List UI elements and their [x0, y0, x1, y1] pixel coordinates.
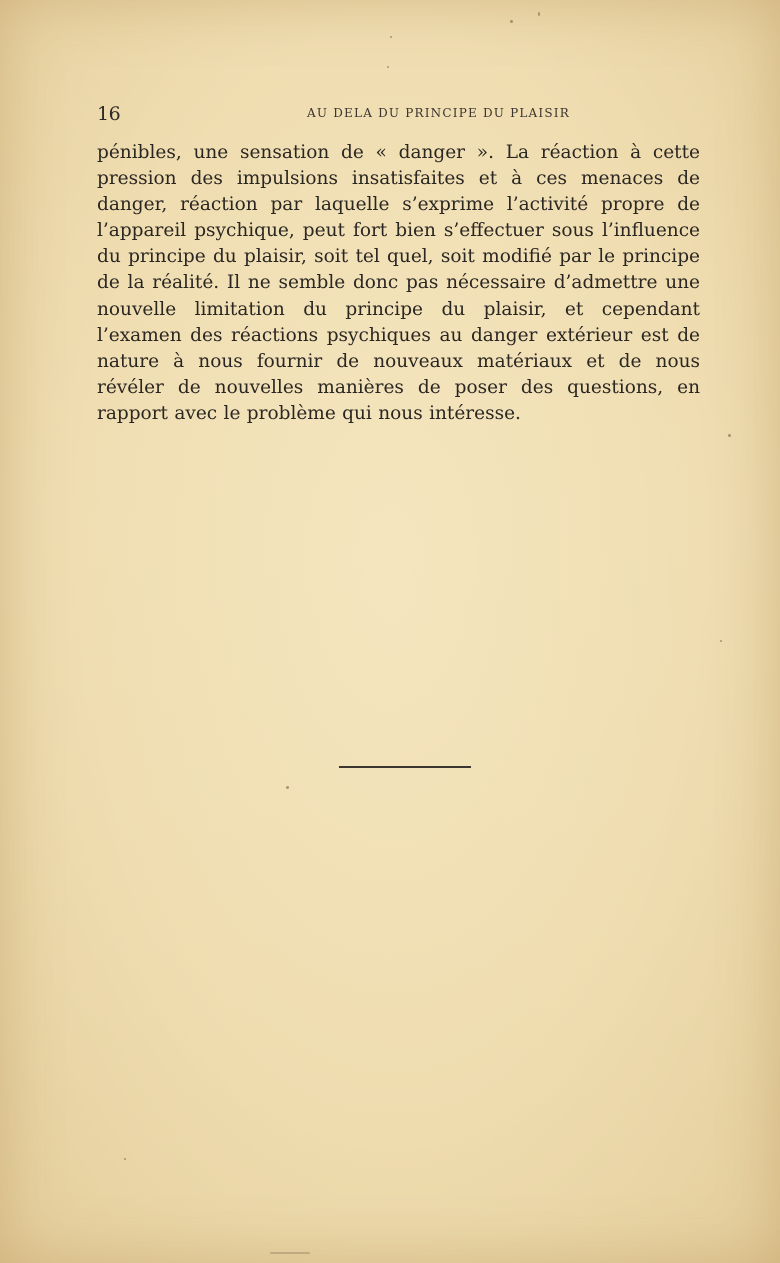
running-title: AU DELA DU PRINCIPE DU PLAISIR [307, 106, 570, 120]
paper-speck [286, 786, 289, 789]
paper-speck [270, 1252, 310, 1254]
paper-speck [390, 36, 392, 38]
paper-speck [728, 434, 731, 437]
section-end-rule [339, 766, 471, 768]
body-paragraph: pénibles, une sensation de « danger ». La réaction à cette pression des impulsions insatisfaites et à ces menaces de danger, réaction par laquelle s’exprime l’activité propre de l’appareil psychique, peut fort bien s’effectuer sous l’influence du principe du plaisir, soit tel quel, soit modifié par le principe de la réalité. Il ne semble donc pas nécessaire d’admettre une nouvelle limitation du principe du plaisir, et cependant l’examen des réactions psychiques au danger extérieur est de nature à nous fournir de nouveaux matériaux et de nous révéler de nouvelles manières de poser des questions, en rapport avec le problème qui nous intéresse. [97, 142, 700, 424]
paper-speck [720, 640, 722, 642]
paper-speck [538, 12, 540, 16]
page-number: 16 [97, 103, 121, 125]
paper-speck [510, 20, 513, 23]
running-header [97, 103, 700, 127]
paper-speck [124, 1158, 126, 1160]
paper-speck [387, 66, 389, 68]
